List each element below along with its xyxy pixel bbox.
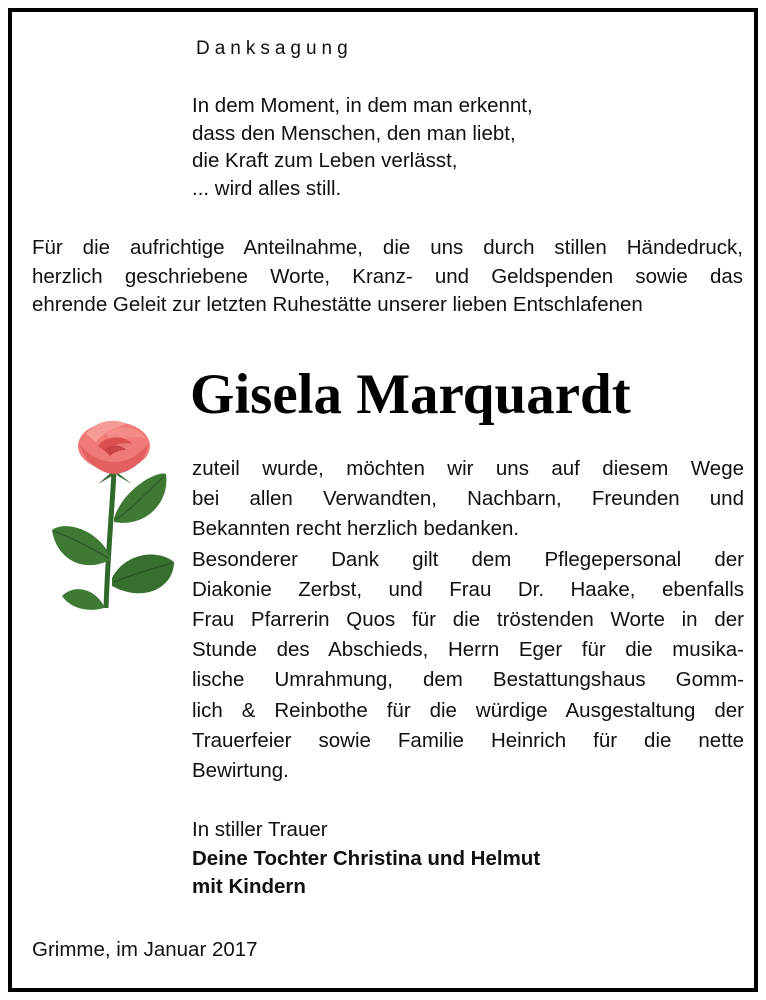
notice-heading: Danksagung bbox=[196, 38, 353, 59]
body-line: bei allen Verwandten, Nachbarn, Freunden und bbox=[192, 487, 744, 511]
poem-line: In dem Moment, in dem man erkennt, bbox=[192, 94, 533, 117]
obituary-notice bbox=[8, 8, 758, 992]
body-line: Bekannten recht herzlich bedanken. bbox=[192, 517, 520, 541]
red-rose-icon bbox=[42, 410, 190, 615]
place-date: Grimme, im Januar 2017 bbox=[32, 938, 258, 961]
body-line: lische Umrahmung, dem Bestattungshaus Gomm- bbox=[192, 668, 744, 692]
signoff-names: Deine Tochter Christina und Helmut bbox=[192, 846, 541, 870]
signoff-names: mit Kindern bbox=[192, 875, 306, 898]
intro-line: ehrende Geleit zur letzten Ruhestätte unserer lieben Entschlafenen bbox=[32, 293, 643, 316]
body-line: Frau Pfarrerin Quos für die tröstenden Worte in der bbox=[192, 608, 744, 632]
body-line: Stunde des Abschieds, Herrn Eger für die musika- bbox=[192, 638, 744, 662]
deceased-name: Gisela Marquardt bbox=[190, 363, 631, 426]
intro-line: herzlich geschriebene Worte, Kranz- und Geldspenden sowie das bbox=[32, 264, 743, 288]
body-line: Trauerfeier sowie Familie Heinrich für die nette bbox=[192, 728, 744, 752]
intro-line: Für die aufrichtige Anteilnahme, die uns durch stillen Händedruck, bbox=[32, 236, 743, 259]
signoff bbox=[192, 816, 540, 902]
poem bbox=[192, 92, 533, 202]
intro-paragraph bbox=[32, 234, 743, 320]
body-line: Diakonie Zerbst, und Frau Dr. Haake, ebenfalls bbox=[192, 577, 744, 601]
body-line: lich & Reinbothe für die würdige Ausgestaltung der bbox=[192, 698, 744, 722]
signoff-intro: In stiller Trauer bbox=[192, 818, 328, 841]
body-line: Bewirtung. bbox=[192, 759, 289, 783]
body-line: Besonderer Dank gilt dem Pflegepersonal der bbox=[192, 547, 744, 571]
poem-line: ... wird alles still. bbox=[192, 176, 342, 200]
thanks-paragraph bbox=[192, 454, 744, 786]
body-line: zuteil wurde, möchten wir uns auf diesem Wege bbox=[192, 457, 744, 480]
poem-line: die Kraft zum Leben verlässt, bbox=[192, 149, 458, 172]
poem-line: dass den Menschen, den man liebt, bbox=[192, 121, 516, 145]
